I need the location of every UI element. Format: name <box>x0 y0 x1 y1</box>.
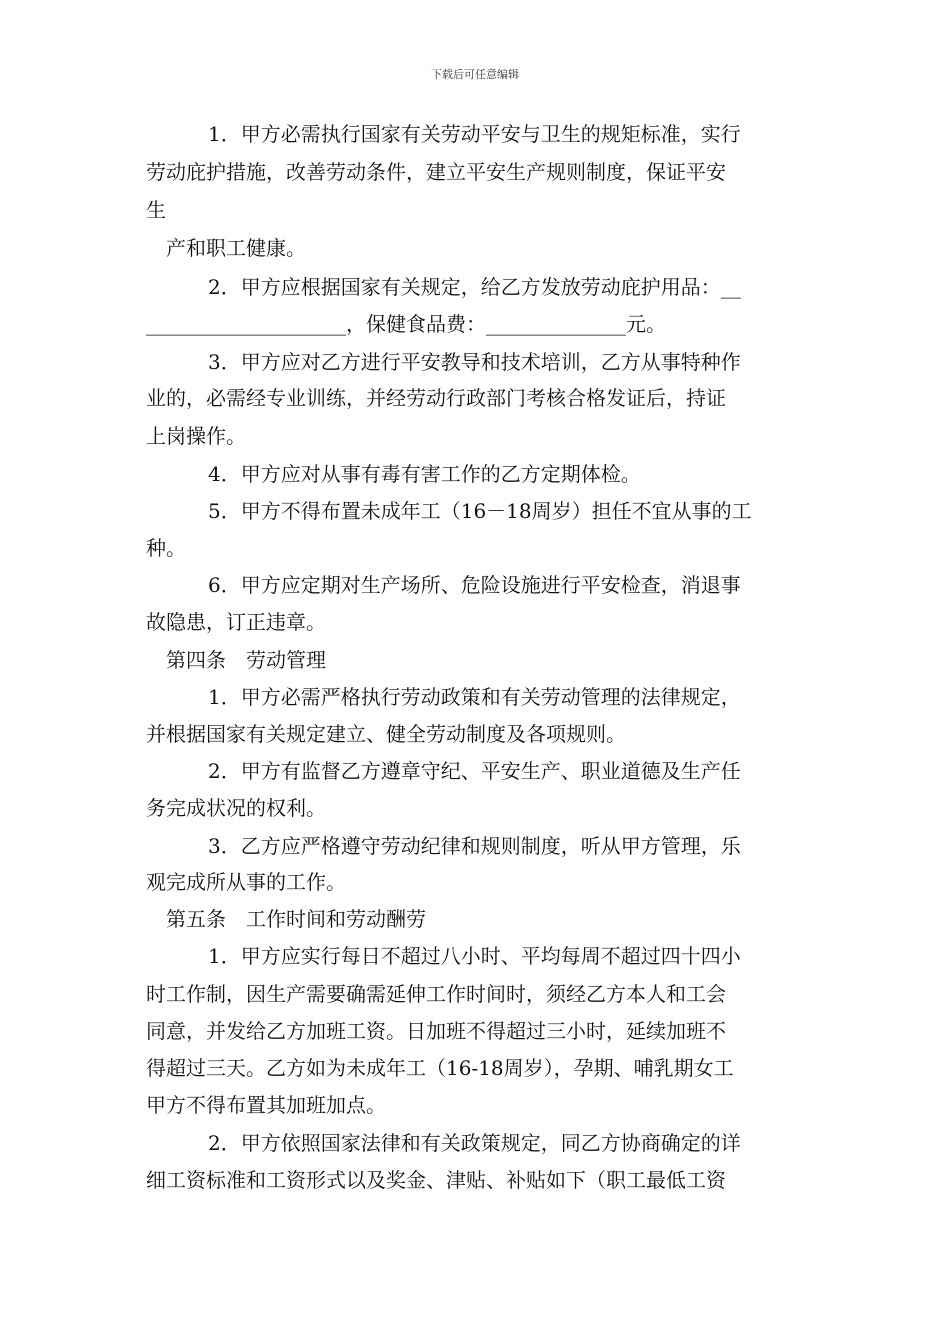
text-line: ____________________，保健食品费：______________元。 <box>146 312 666 336</box>
section-heading: 第五条 工作时间和劳动酬劳 <box>166 907 426 931</box>
text-line: 得超过三天。乙方如为未成年工（16-18周岁），孕期、哺乳期女工 <box>146 1056 734 1080</box>
text-line: 产和职工健康。 <box>166 236 306 260</box>
text-line: 劳动庇护措施，改善劳动条件，建立平安生产规则制度，保证平安 <box>146 160 726 184</box>
text-line: 业的，必需经专业训练，并经劳动行政部门考核合格发证后，持证 <box>146 386 726 410</box>
text-line: 3．甲方应对乙方进行平安教导和技术培训，乙方从事特种作 <box>208 350 741 374</box>
text-line: 并根据国家有关规定建立、健全劳动制度及各项规则。 <box>146 722 626 746</box>
text-line: 甲方不得布置其加班加点。 <box>146 1093 386 1117</box>
text-line: 生 <box>146 198 166 222</box>
text-line: 3．乙方应严格遵守劳动纪律和规则制度，听从甲方管理，乐 <box>208 834 741 858</box>
text-line: 1．甲方应实行每日不超过八小时、平均每周不超过四十四小 <box>208 944 741 968</box>
text-line: 上岗操作。 <box>146 424 246 448</box>
text-line: 5．甲方不得布置未成年工（16－18周岁）担任不宜从事的工 <box>208 499 752 523</box>
text-line: 4．甲方应对从事有毒有害工作的乙方定期体检。 <box>208 462 641 486</box>
text-line: 2．甲方应根据国家有关规定，给乙方发放劳动庇护用品：__ <box>208 275 741 299</box>
text-line: 1．甲方必需严格执行劳动政策和有关劳动管理的法律规定， <box>208 685 741 709</box>
text-line: 时工作制，因生产需要确需延伸工作时间时，须经乙方本人和工会 <box>146 982 726 1006</box>
page-header-note: 下载后可任意编辑 <box>431 68 519 81</box>
text-line: 务完成状况的权利。 <box>146 796 326 820</box>
text-line: 故隐患，订正违章。 <box>146 610 326 634</box>
text-line: 观完成所从事的工作。 <box>146 870 346 894</box>
text-line: 同意，并发给乙方加班工资。日加班不得超过三小时，延续加班不 <box>146 1019 726 1043</box>
text-line: 1．甲方必需执行国家有关劳动平安与卫生的规矩标准，实行 <box>208 122 741 146</box>
section-heading: 第四条 劳动管理 <box>166 648 326 672</box>
text-line: 2．甲方依照国家法律和有关政策规定，同乙方协商确定的详 <box>208 1131 741 1155</box>
text-line: 2．甲方有监督乙方遵章守纪、平安生产、职业道德及生产任 <box>208 759 741 783</box>
text-line: 种。 <box>146 536 186 560</box>
text-line: 细工资标准和工资形式以及奖金、津贴、补贴如下（职工最低工资 <box>146 1168 726 1192</box>
text-line: 6．甲方应定期对生产场所、危险设施进行平安检查，消退事 <box>208 573 741 597</box>
